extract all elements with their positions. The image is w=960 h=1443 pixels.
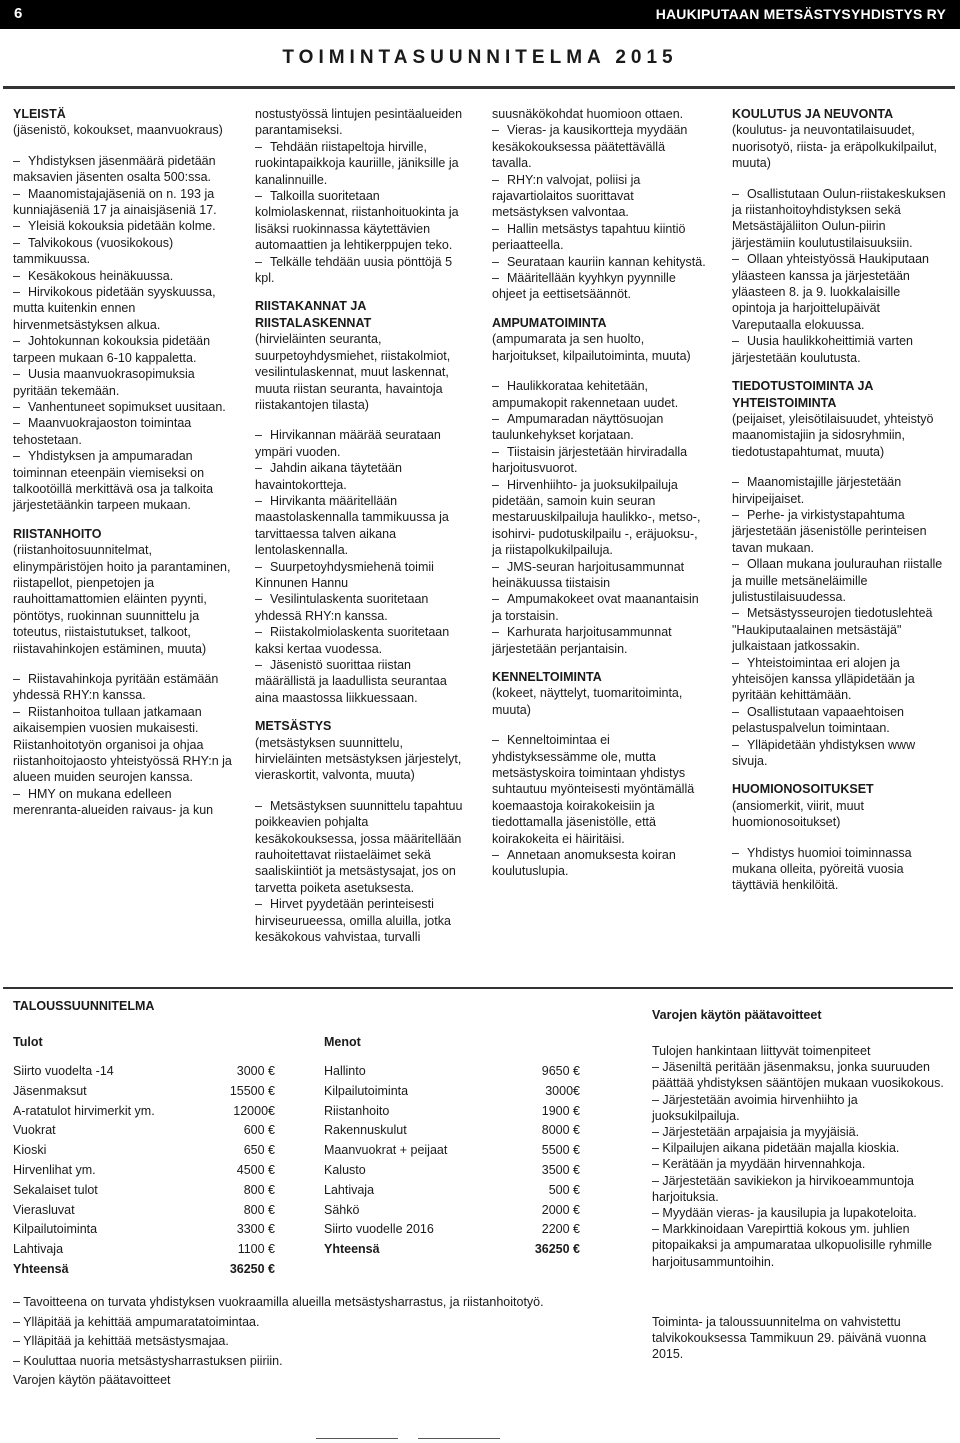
- dash-marker: –: [13, 786, 20, 801]
- list-item-text: Tehdään riistapeltoja hirville, ruokintapaikkoja kauriille, jäniksille ja kanalinnuille.: [255, 139, 459, 187]
- table-row: [13, 1084, 275, 1104]
- list-item: [255, 106, 469, 139]
- row-value: 3300 €: [236, 1222, 275, 1237]
- list-item: [732, 605, 946, 654]
- list-item: [255, 493, 469, 559]
- dash-marker: –: [492, 271, 499, 286]
- closing-statement: Toiminta- ja taloussuunnitelma on vahvistettu talvikokouksessa Tammikuun 29. päivänä vuonna 2015.: [652, 1315, 927, 1362]
- total-label: Yhteensä: [324, 1242, 380, 1257]
- section-subtitle: (riistanhoitosuunnitelmat, elinympäristöjen hoito ja parantaminen, riistapellot, pienpetojen ja rauhoittamattomien eläinten pyynti, pöntötys, ruokinnan suunnittelu ja toteutus, riistaistutukset, talkoot, riistavahinkojen estäminen, muuta): [13, 543, 231, 656]
- row-label: A-ratatulot hirvimerkit ym.: [13, 1103, 155, 1118]
- row-value: 2000 €: [541, 1202, 580, 1217]
- dash-marker: –: [732, 252, 739, 267]
- list-item-text: Uusia haulikkoheittimiä varten järjestetään koulutusta.: [732, 334, 914, 365]
- table-row: [13, 1242, 275, 1262]
- column-3: [492, 106, 708, 880]
- dash-marker: –: [492, 733, 499, 748]
- list-item-text: Metsästysseurojen tiedotuslehteä "Haukiputaalainen metsästäjä" julkaistaan jatkossakin.: [732, 606, 933, 654]
- list-item: [732, 186, 946, 252]
- dash-marker: –: [492, 559, 499, 574]
- list-item: [492, 591, 708, 624]
- goal-line: – Ylläpitää ja kehittää metsästysmajaa.: [13, 1334, 229, 1348]
- finance-title: TALOUSSUUNNITELMA: [13, 999, 155, 1013]
- bullet-list: [732, 474, 946, 769]
- dash-marker: –: [13, 153, 20, 168]
- row-value: 1100 €: [237, 1242, 275, 1257]
- list-item: [492, 732, 708, 847]
- row-label: Vierasluvat: [13, 1202, 75, 1217]
- list-item-text: Hirvikannan määrää seurataan ympäri vuoden.: [255, 428, 441, 459]
- row-value: 650 €: [243, 1143, 275, 1158]
- list-item-text: Maanomistajajäseniä on n. 193 ja kunniajäseniä 17 ja ainaisjäseniä 17.: [13, 186, 217, 218]
- row-label: Hallinto: [324, 1064, 366, 1078]
- list-item-text: Perhe- ja virkistystapahtuma järjestetään jäsenistölle perinteisen tavan mukaan.: [732, 507, 927, 555]
- list-item-text: Määritellään kyyhkyn pyynnille ohjeet ja eettisetsäännöt.: [492, 271, 676, 302]
- row-value: 5500 €: [541, 1143, 580, 1158]
- row-label: Maanvuokrat + peijaat: [324, 1143, 448, 1158]
- table-row: [324, 1104, 580, 1124]
- row-label: Kioski: [13, 1143, 47, 1158]
- goal-line: – Kouluttaa nuoria metsästysharrastuksen piiriin.: [13, 1353, 283, 1368]
- dash-marker: –: [13, 672, 20, 686]
- list-item: [13, 218, 235, 234]
- bullet-list: [732, 845, 946, 894]
- list-item: [13, 415, 235, 448]
- list-item-text: Ylläpidetään yhdistyksen www sivuja.: [732, 737, 916, 769]
- row-label: Rakennuskulut: [324, 1123, 407, 1138]
- list-item: [13, 333, 235, 366]
- list-item-text: Yhdistyksen jäsenmäärä pidetään maksavien jäsenten osalta 500:ssa.: [13, 153, 216, 185]
- list-item: [732, 845, 946, 894]
- list-item-text: Ampumakokeet ovat maanantaisin ja torstaisin.: [492, 592, 699, 623]
- heading-divider: [3, 86, 955, 89]
- dash-marker: –: [13, 186, 20, 201]
- list-item-text: Osallistutaan Oulun-riistakeskuksen ja riistanhoitoyhdistyksen sekä Metsästäjäliiton Oulun-piirin järjestämiin koulutustilaisuuksiin.: [732, 186, 946, 250]
- row-label: Siirto vuodelta -14: [13, 1064, 114, 1078]
- expense-title: Menot: [324, 1035, 361, 1049]
- total-row: [13, 1262, 275, 1282]
- list-item: [13, 704, 235, 786]
- list-item: [13, 448, 235, 514]
- list-item: [492, 172, 708, 221]
- list-item: [13, 186, 235, 219]
- dash-marker: –: [492, 411, 499, 426]
- dash-marker: –: [492, 221, 499, 236]
- dash-marker: –: [492, 379, 499, 394]
- list-item: [732, 556, 946, 605]
- dash-marker: –: [732, 655, 739, 670]
- list-item-text: Tiistaisin järjestetään hirviradalla harjoitusvuorot.: [492, 444, 688, 476]
- dash-marker: –: [492, 625, 499, 640]
- list-item-text: Telkälle tehdään uusia pönttöjä 5 kpl.: [255, 254, 453, 286]
- list-item: [255, 188, 469, 254]
- list-item: [492, 106, 708, 122]
- list-item-text: Ampumaradan näyttösuojan taulunkehykset korjataan.: [492, 411, 664, 443]
- list-item-text: suusnäkökohdat huomioon ottaen.: [492, 107, 684, 121]
- list-item-text: Vanhentuneet sopimukset uusitaan.: [27, 399, 226, 414]
- fund-use-line: – Jäseniltä peritään jäsenmaksu, jonka suuruuden päättää yhdistyksen sääntöjen mukaan vuosikokous.: [652, 1060, 944, 1091]
- table-row: [324, 1203, 580, 1223]
- row-label: Sähkö: [324, 1202, 360, 1217]
- bullet-list: [255, 106, 469, 286]
- footer-rule: [418, 1438, 500, 1439]
- dash-marker: –: [732, 334, 739, 349]
- dash-marker: –: [492, 172, 499, 187]
- total-row: [324, 1242, 580, 1262]
- list-item-text: Hirvikanta määritellään maastolaskennalla tammikuussa ja tarvittaessa talven aikana lentolaskennalla.: [255, 493, 449, 558]
- page-number: 6: [14, 5, 23, 22]
- section-title: YLEISTÄ: [13, 107, 66, 121]
- fund-use-line: – Järjestetään savikiekon ja hirvikoeammuntoja harjoituksia.: [652, 1173, 914, 1204]
- list-item-text: Yhteistoimintaa eri alojen ja yhteisöjen kanssa ylläpidetään ja pyritään kehittämään.: [732, 655, 915, 703]
- total-label: Yhteensä: [13, 1261, 69, 1276]
- section-subtitle: (ampumarata ja sen huolto, harjoitukset, kilpailutoiminta, muuta): [492, 332, 691, 363]
- list-item-text: Suurpetoyhdysmiehenä toimii Kinnunen Hannu: [255, 559, 434, 590]
- dash-marker: –: [255, 428, 262, 443]
- list-item-text: Ollaan yhteistyössä Haukiputaan yläasteen kanssa ja järjestetään yläasteen 8. ja 9. luokkalaisille opintoja ja harjoittelupäivät Vareputaalla elokuussa.: [732, 252, 930, 332]
- section-subtitle: (hirvieläinten seuranta, suurpetoyhdysmiehet, riistakolmiot, vesilintulaskennat, muut laskennat, muuta riistan seuranta, havaintoja riistakantojen tilasta): [255, 332, 451, 412]
- document-heading: TOIMINTASUUNNITELMA 2015: [282, 47, 678, 68]
- list-item-text: Jäsenistö suorittaa riistan määrällistä ja laadullista seurantaa aina maastossa liikkuessaan.: [255, 658, 447, 705]
- list-item-text: Karhurata harjoitusammunnat järjestetään perjantaisin.: [492, 625, 672, 656]
- row-value: 3000 €: [236, 1064, 275, 1078]
- list-item: [13, 284, 235, 333]
- bullet-list: [13, 153, 235, 514]
- list-item-text: Kenneltoimintaa ei yhdistyksessämme ole, mutta metsästyskoira toimintaan yhdistys suhtautuu myönteisesti myöntämällä koemaastoja koirakokeisiin ja tiedottamalla jäsenistölle, että koirakokeita ei häiritäisi.: [492, 733, 695, 846]
- list-item-text: JMS-seuran harjoitusammunnat heinäkuussa tiistaisin: [492, 559, 685, 590]
- header-bar: [0, 0, 960, 29]
- list-item: [255, 798, 469, 896]
- table-row: [13, 1123, 275, 1143]
- list-item-text: Osallistutaan vapaaehtoisen pelastuspalvelun toimintaan.: [732, 704, 905, 736]
- row-label: Hirvenlihat ym.: [13, 1162, 96, 1177]
- list-item-text: Vesilintulaskenta suoritetaan yhdessä RHY:n kanssa.: [255, 592, 429, 623]
- dash-marker: –: [13, 704, 20, 719]
- list-item-text: Talkoilla suoritetaan kolmiolaskennat, riistanhoituokinta ja lisäksi ruokinnassa käytettävien automaattien ja lehtikerppujen teko.: [255, 189, 459, 253]
- row-label: Jäsenmaksut: [13, 1083, 87, 1098]
- income-table: [13, 1064, 275, 1282]
- dash-marker: –: [255, 592, 262, 607]
- list-item: [732, 737, 946, 770]
- row-label: Kilpailutoiminta: [13, 1222, 98, 1237]
- row-value: 800 €: [243, 1182, 275, 1197]
- list-item: [255, 427, 469, 460]
- list-item-text: Hirvikokous pidetään syyskuussa, mutta kuitenkin ennen hirvenmetsästyksen alkua.: [13, 285, 216, 332]
- list-item-text: RHY:n valvojat, poliisi ja rajavartiolaitos suorittavat metsästyksen valvontaa.: [492, 172, 641, 220]
- list-item-text: Annetaan anomuksesta koiran koulutuslupia.: [492, 848, 676, 879]
- income-rows: [13, 1064, 275, 1282]
- section-title: METSÄSTYS: [255, 719, 332, 734]
- list-item-text: Riistanhoitoa tullaan jatkamaan aikaisempien vuosien mukaisesti. Riistanhoitotyön organisoi ja ohjaa riistanhoitojaosto yhteistyössä RHY:n ja alueen muiden seurojen kanssa.: [13, 704, 232, 785]
- dash-marker: –: [255, 461, 262, 476]
- bullet-list: [255, 798, 469, 946]
- list-item: [492, 122, 708, 171]
- row-label: Riistanhoito: [324, 1103, 390, 1118]
- list-item: [492, 444, 708, 477]
- section-subtitle: (metsästyksen suunnittelu, hirvieläinten metsästyksen järjestelyt, vieraskortit, valvonta, muuta): [255, 735, 462, 783]
- list-item-text: Ollaan mukana joulurauhan riistalle ja muille metsäneläimille julistustilaisuudessa.: [732, 557, 943, 604]
- section-yleista: [13, 106, 235, 514]
- row-label: Vuokrat: [13, 1123, 56, 1138]
- fund-use-title: Varojen käytön päätavoitteet: [652, 1008, 822, 1022]
- list-item-text: Haulikkorataa kehitetään, ampumakopit rakennetaan uudet.: [492, 379, 679, 410]
- dash-marker: –: [492, 848, 499, 863]
- list-item-text: nostustyössä lintujen pesintäalueiden parantamiseksi.: [255, 107, 463, 138]
- dash-marker: –: [255, 254, 262, 269]
- row-value: 2200 €: [541, 1222, 580, 1237]
- section-title: KOULUTUS JA NEUVONTA: [732, 107, 894, 121]
- section-ampumatoiminta: [492, 315, 708, 657]
- fund-use-line: – Järjestetään arpajaisia ja myyjäisiä.: [652, 1125, 860, 1140]
- section-riistanhoito: [13, 526, 235, 819]
- bullet-list: [13, 671, 235, 819]
- list-item: [732, 704, 946, 737]
- bullet-list: [492, 106, 708, 303]
- dash-marker: –: [732, 557, 739, 572]
- dash-marker: –: [732, 704, 739, 719]
- dash-marker: –: [255, 559, 262, 574]
- dash-marker: –: [732, 507, 739, 522]
- table-row: [13, 1183, 275, 1203]
- row-label: Kalusto: [324, 1162, 366, 1177]
- row-value: 500 €: [548, 1182, 580, 1197]
- row-label: Lahtivaja: [13, 1242, 64, 1257]
- dash-marker: –: [13, 219, 20, 234]
- list-item: [492, 254, 708, 270]
- dash-marker: –: [13, 235, 20, 250]
- table-row: [13, 1203, 275, 1223]
- section-subtitle: (koulutus- ja neuvontatilaisuudet, nuorisotyö, riista- ja eräpolkukilpailut, muuta): [732, 123, 937, 171]
- list-item-text: Yhdistys huomioi toiminnassa mukana olleita, pyöreitä vuosia täyttäviä henkilöitä.: [732, 845, 912, 893]
- row-value: 15500 €: [229, 1083, 275, 1098]
- finance-divider: [3, 987, 953, 989]
- footer-rule: [316, 1438, 398, 1439]
- list-item: [13, 268, 235, 284]
- section-subtitle: (jäsenistö, kokoukset, maanvuokraus): [13, 123, 223, 138]
- list-item: [492, 411, 708, 444]
- table-row: [13, 1163, 275, 1183]
- table-row: [13, 1222, 275, 1242]
- dash-marker: –: [492, 444, 499, 459]
- column-1: [13, 106, 235, 819]
- section-subtitle: (ansiomerkit, viirit, muut huomionosoitukset): [732, 798, 864, 830]
- list-item: [492, 270, 708, 303]
- dash-marker: –: [13, 449, 20, 464]
- fund-use-line: – Kilpailujen aikana pidetään majalla kioskia.: [652, 1141, 900, 1156]
- list-item: [255, 657, 469, 706]
- list-item-text: Uusia maanvuokrasopimuksia pyritään tekemään.: [13, 367, 195, 398]
- section-riistanhoito-continued: [255, 106, 469, 286]
- dash-marker: –: [255, 897, 262, 912]
- list-item: [732, 251, 946, 333]
- table-row: [324, 1163, 580, 1183]
- section-subtitle: (peijaiset, yleisötilaisuudet, yhteistyö maanomistajiin ja sidosryhmiin, tiedotustapahtumat, muuta): [732, 411, 934, 459]
- list-item: [255, 896, 469, 945]
- section-kenneltoiminta: [492, 669, 708, 880]
- dash-marker: –: [255, 493, 262, 508]
- list-item: [13, 235, 235, 268]
- list-item: [732, 474, 946, 507]
- list-item: [13, 153, 235, 186]
- section-title: HUOMIONOSOITUKSET: [732, 782, 874, 797]
- bullet-list: [492, 732, 708, 880]
- row-value: 3500 €: [541, 1162, 580, 1177]
- list-item: [255, 591, 469, 624]
- list-item: [255, 624, 469, 657]
- dash-marker: –: [732, 475, 739, 490]
- list-item: [255, 460, 469, 493]
- row-value: 12000€: [233, 1103, 275, 1118]
- bullet-list: [492, 378, 708, 657]
- section-tiedotus: [732, 378, 946, 769]
- row-value: 4500 €: [236, 1162, 275, 1177]
- list-item-text: Yleisiä kokouksia pidetään kolme.: [27, 219, 216, 234]
- list-item-text: Hirvenhiihto- ja juoksukilpailuja pidetään, samoin kuin seuran mestaruuskilpailuja haulikko-, metso-, isohirvi- pudotuskilpailu -, eräjuoksu-, ja riistapolkukilpailuja.: [492, 477, 701, 558]
- section-riistakannat: [255, 298, 469, 706]
- table-row: [324, 1183, 580, 1203]
- list-item: [13, 786, 235, 819]
- goal-line: – Tavoitteena on turvata yhdistyksen vuokraamilla alueilla metsästysharrastus, ja riistanhoitotyö.: [13, 1295, 544, 1309]
- table-row: [324, 1143, 580, 1163]
- list-item-text: Johtokunnan kokouksia pidetään tarpeen mukaan 6-10 kappaletta.: [13, 334, 211, 365]
- list-item: [13, 671, 235, 704]
- row-value: 9650 €: [541, 1064, 580, 1078]
- goal-line: Varojen käytön päätavoitteet: [13, 1373, 171, 1387]
- list-item: [732, 333, 946, 366]
- section-subtitle: (kokeet, näyttelyt, tuomaritoiminta, muuta): [492, 686, 683, 717]
- list-item-text: Maanomistajille järjestetään hirvipeijaiset.: [732, 475, 902, 506]
- list-item-text: Hallin metsästys tapahtuu kiintiö periaatteella.: [492, 221, 686, 253]
- row-label: Lahtivaja: [324, 1182, 375, 1197]
- section-title: RIISTANHOITO: [13, 526, 102, 541]
- dash-marker: –: [13, 399, 20, 414]
- table-row: [324, 1084, 580, 1104]
- row-label: Kilpailutoiminta: [324, 1083, 409, 1098]
- row-label: Sekalaiset tulot: [13, 1182, 98, 1197]
- dash-marker: –: [732, 845, 739, 860]
- goals-list: [13, 1293, 633, 1391]
- list-item-text: Maanvuokrajaoston toimintaa tehostetaan.: [13, 416, 192, 447]
- list-item-text: Riistakolmiolaskenta suoritetaan kaksi kertaa vuodessa.: [255, 625, 450, 656]
- section-title: TIEDOTUSTOIMINTA JA YHTEISTOIMINTA: [732, 379, 873, 410]
- fund-use-line: Tulojen hankintaan liittyvät toimenpiteet: [652, 1044, 871, 1058]
- list-item: [492, 378, 708, 411]
- table-row: [13, 1104, 275, 1124]
- list-item-text: HMY on mukana edelleen merenranta-alueiden raivaus- ja kun: [13, 786, 214, 818]
- row-value: 600 €: [243, 1123, 275, 1138]
- section-title: RIISTAKANNAT JA RIISTALASKENNAT: [255, 299, 372, 330]
- fund-use-list: [652, 1043, 944, 1270]
- dash-marker: –: [732, 606, 739, 621]
- dash-marker: –: [255, 658, 262, 672]
- fund-use-line: – Järjestetään avoimia hirvenhiihto ja juoksukilpailuja.: [652, 1092, 858, 1123]
- list-item-text: Vieras- ja kausikortteja myydään kesäkokouksessa päätettävällä tavalla.: [492, 123, 688, 171]
- section-huomionosoitukset: [732, 781, 946, 893]
- section-title: KENNELTOIMINTA: [492, 670, 602, 684]
- dash-marker: –: [255, 625, 262, 640]
- fund-use-line: – Kerätään ja myydään hirvennahkoja.: [652, 1157, 866, 1172]
- section-koulutus: [732, 106, 946, 366]
- dash-marker: –: [13, 285, 20, 300]
- list-item: [255, 559, 469, 592]
- dash-marker: –: [492, 123, 499, 138]
- list-item: [732, 655, 946, 704]
- dash-marker: –: [255, 798, 262, 813]
- newsletter-title: HAUKIPUTAAN METSÄSTYSYHDISTYS RY: [655, 6, 946, 22]
- list-item-text: Seurataan kauriin kannan kehitystä.: [506, 254, 706, 269]
- row-value: 800 €: [243, 1202, 275, 1217]
- section-title: AMPUMATOIMINTA: [492, 315, 607, 330]
- column-2: [255, 106, 469, 946]
- dash-marker: –: [13, 367, 20, 382]
- list-item: [492, 477, 708, 559]
- dash-marker: –: [13, 268, 20, 283]
- list-item: [13, 399, 235, 415]
- list-item-text: Riistavahinkoja pyritään estämään yhdessä RHY:n kanssa.: [13, 672, 219, 703]
- table-row: [324, 1064, 580, 1084]
- dash-marker: –: [492, 254, 499, 269]
- list-item-text: Kesäkokous heinäkuussa.: [27, 268, 174, 283]
- table-row: [324, 1123, 580, 1143]
- row-value: 1900 €: [541, 1103, 580, 1118]
- row-label: Siirto vuodelle 2016: [324, 1222, 434, 1237]
- table-row: [13, 1064, 275, 1084]
- list-item-text: Yhdistyksen ja ampumaradan toiminnan eteenpäin viemiseksi on talkootöillä merkittävä osa ja talkoita järjestetäänkin tarpeen mukaan.: [13, 449, 214, 513]
- column-4: [732, 106, 946, 894]
- expense-rows: [324, 1064, 580, 1262]
- fund-use-line: – Myydään vieras- ja kausilupia ja lupakoteloita.: [652, 1206, 917, 1221]
- dash-marker: –: [255, 189, 262, 204]
- list-item-text: Metsästyksen suunnittelu tapahtuu poikkeavien pohjalta kesäkokouksessa, jossa määritellään rauhoitettavat riistaeläimet sekä saaliskiintiöt ja metsästysajat, jos on tarvetta poiketa asetuksesta.: [255, 798, 463, 895]
- dash-marker: –: [732, 737, 739, 752]
- fund-use-line: – Markkinoidaan Varepirttiä kokous ym. juhlien pitopaikaksi ja ampumarataa ulkopuolisille ryhmille harjoitusammuntoihin.: [652, 1222, 932, 1269]
- section-metsastys-continued: [492, 106, 708, 303]
- table-row: [13, 1143, 275, 1163]
- list-item: [732, 507, 946, 556]
- bullet-list: [255, 427, 469, 706]
- table-row: [324, 1222, 580, 1242]
- bullet-list: [732, 186, 946, 366]
- list-item-text: Talvikokous (vuosikokous) tammikuussa.: [13, 235, 174, 267]
- dash-marker: –: [13, 416, 20, 431]
- list-item: [492, 624, 708, 657]
- section-metsastys: [255, 718, 469, 945]
- list-item-text: Jahdin aikana täytetään havaintokortteja.: [255, 461, 402, 492]
- dash-marker: –: [492, 592, 499, 607]
- row-value: 8000 €: [541, 1123, 580, 1138]
- list-item: [255, 254, 469, 287]
- list-item: [492, 559, 708, 592]
- row-value: 3000€: [545, 1083, 580, 1098]
- income-title: Tulot: [13, 1035, 43, 1049]
- dash-marker: –: [13, 334, 20, 349]
- total-value: 36250 €: [229, 1261, 275, 1276]
- total-value: 36250 €: [534, 1242, 580, 1257]
- list-item: [492, 847, 708, 880]
- expense-table: [324, 1064, 580, 1262]
- list-item: [255, 139, 469, 188]
- list-item: [492, 221, 708, 254]
- goal-line: – Ylläpitää ja kehittää ampumaratatoimintaa.: [13, 1314, 260, 1329]
- list-item-text: Hirvet pyydetään perinteisesti hirviseurueessa, omilla aluilla, jotka kesäkokous vahvistaa, turvalli: [255, 897, 451, 945]
- dash-marker: –: [255, 139, 262, 154]
- list-item: [13, 366, 235, 399]
- dash-marker: –: [492, 477, 499, 492]
- dash-marker: –: [732, 186, 739, 201]
